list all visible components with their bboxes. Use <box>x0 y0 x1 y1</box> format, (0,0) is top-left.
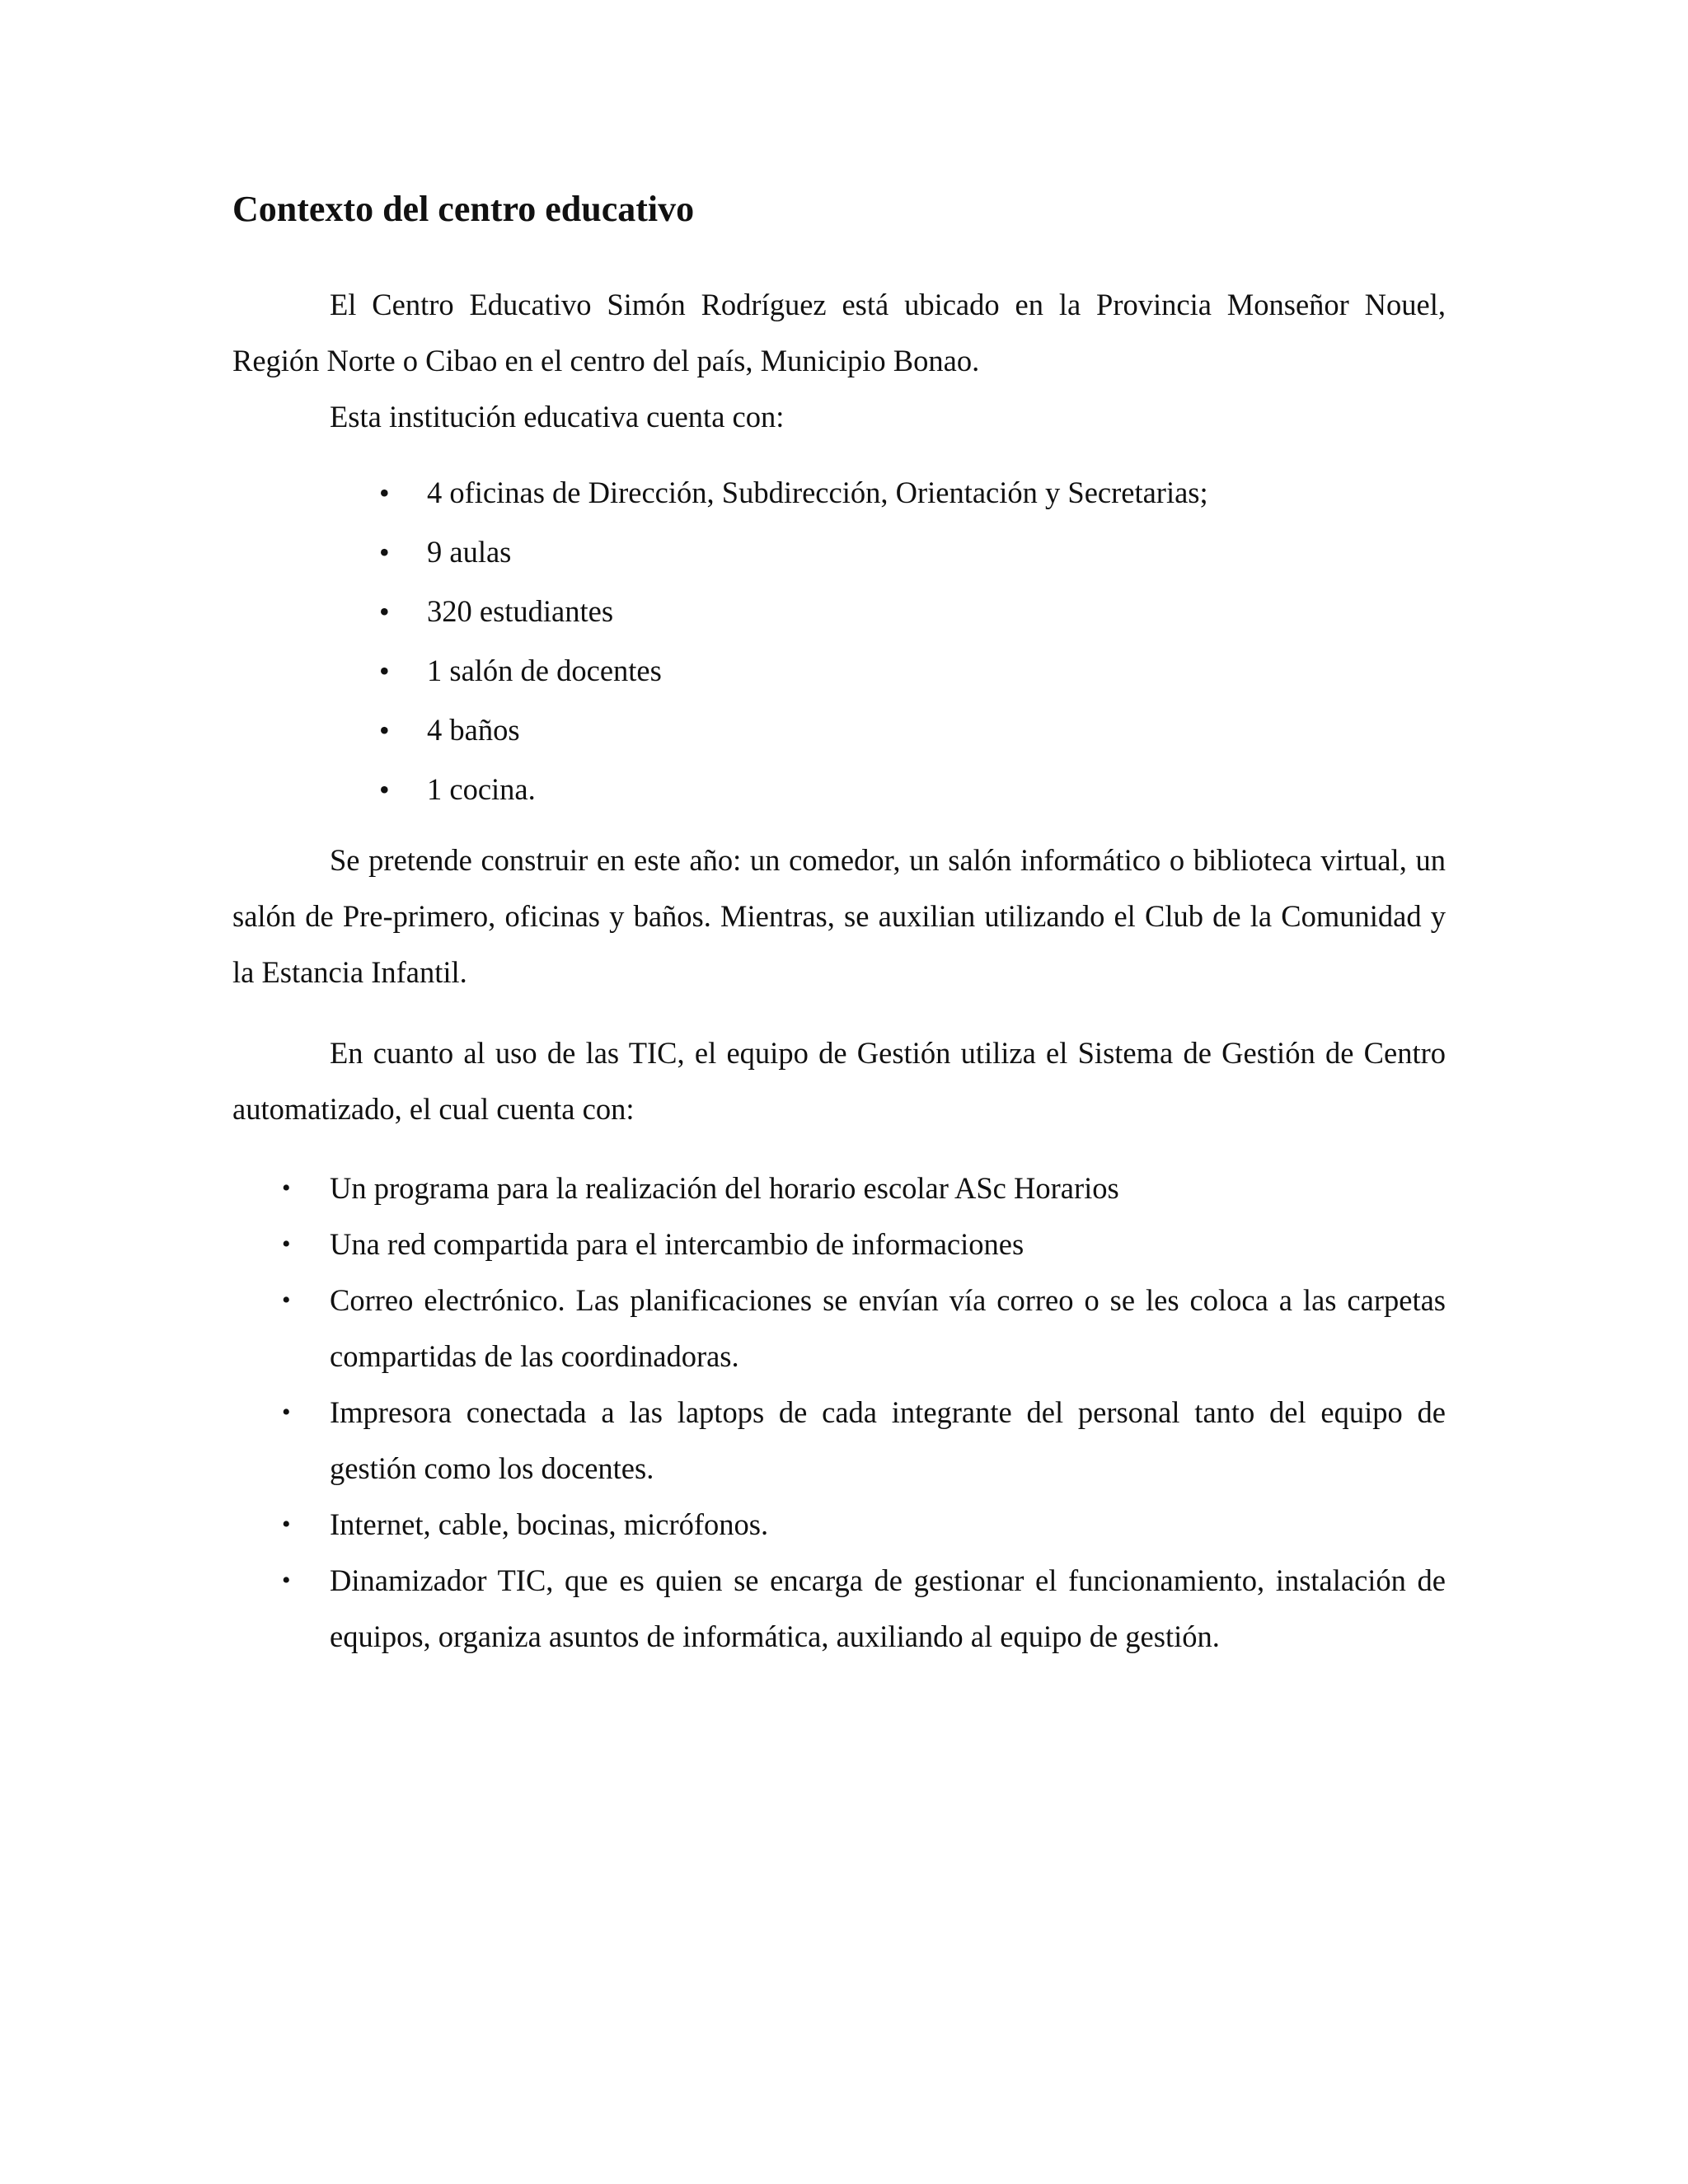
bullet-icon: • <box>379 654 390 687</box>
list-item-text: 4 oficinas de Dirección, Subdirección, Orientación y Secretarias; <box>427 476 1208 509</box>
list-item <box>330 523 1319 582</box>
list-item-text: Internet, cable, bocinas, micrófonos. <box>330 1507 769 1541</box>
list-item <box>330 641 1319 701</box>
list-item <box>232 1272 1446 1385</box>
list-item <box>330 582 1319 641</box>
list-item <box>232 1385 1446 1497</box>
bullet-icon: • <box>379 536 390 569</box>
list-item-text: 320 estudiantes <box>427 594 614 628</box>
paragraph-intro-facilities: Esta institución educativa cuenta con: <box>330 400 785 434</box>
facilities-list <box>330 463 1319 819</box>
bullet-icon: • <box>282 1286 291 1314</box>
paragraph-tic-usage: En cuanto al uso de las TIC, el equipo de Gestión utiliza el Sistema de Gestión de Centro automatizado, el cual cuenta con: <box>232 1036 1446 1126</box>
list-item-text: 9 aulas <box>427 535 512 569</box>
bullet-icon: • <box>379 595 390 628</box>
list-item-text: 1 cocina. <box>427 772 536 806</box>
bullet-icon: • <box>282 1399 291 1426</box>
bullet-icon: • <box>282 1511 291 1538</box>
bullet-icon: • <box>379 714 390 747</box>
list-item-text: 1 salón de docentes <box>427 654 662 687</box>
list-item <box>330 701 1319 760</box>
list-item-text: Correo electrónico. Las planificaciones se envían vía correo o se les coloca a las carpetas compartidas de las coordinadoras. <box>330 1283 1446 1373</box>
list-item <box>232 1160 1446 1216</box>
paragraph-construction-plans: Se pretende construir en este año: un comedor, un salón informático o biblioteca virtual, un salón de Pre-primero, oficinas y baños. Mientras, se auxilian utilizando el Club de la Comunidad y la Estancia Infantil. <box>232 843 1446 989</box>
bullet-icon: • <box>379 773 390 806</box>
paragraph-location: El Centro Educativo Simón Rodríguez está ubicado en la Provincia Monseñor Nouel, Región Norte o Cibao en el centro del país, Municipio Bonao. <box>232 288 1446 377</box>
list-item-text: Impresora conectada a las laptops de cada integrante del personal tanto del equipo de gestión como los docentes. <box>330 1395 1446 1485</box>
list-item <box>232 1497 1446 1553</box>
bullet-icon: • <box>282 1230 291 1258</box>
list-item <box>232 1216 1446 1272</box>
bullet-icon: • <box>282 1174 291 1202</box>
tic-list <box>232 1160 1446 1665</box>
bullet-icon: • <box>379 476 390 509</box>
list-item-text: 4 baños <box>427 713 520 747</box>
list-item <box>330 760 1319 819</box>
list-item-text: Dinamizador TIC, que es quien se encarga de gestionar el funcionamiento, instalación de equipos, organiza asuntos de informática, auxiliando al equipo de gestión. <box>330 1563 1446 1653</box>
list-item-text: Un programa para la realización del horario escolar ASc Horarios <box>330 1171 1119 1205</box>
list-item-text: Una red compartida para el intercambio de informaciones <box>330 1227 1025 1261</box>
list-item <box>330 463 1319 523</box>
bullet-icon: • <box>282 1567 291 1594</box>
page-title: Contexto del centro educativo <box>232 189 695 229</box>
list-item <box>232 1553 1446 1665</box>
